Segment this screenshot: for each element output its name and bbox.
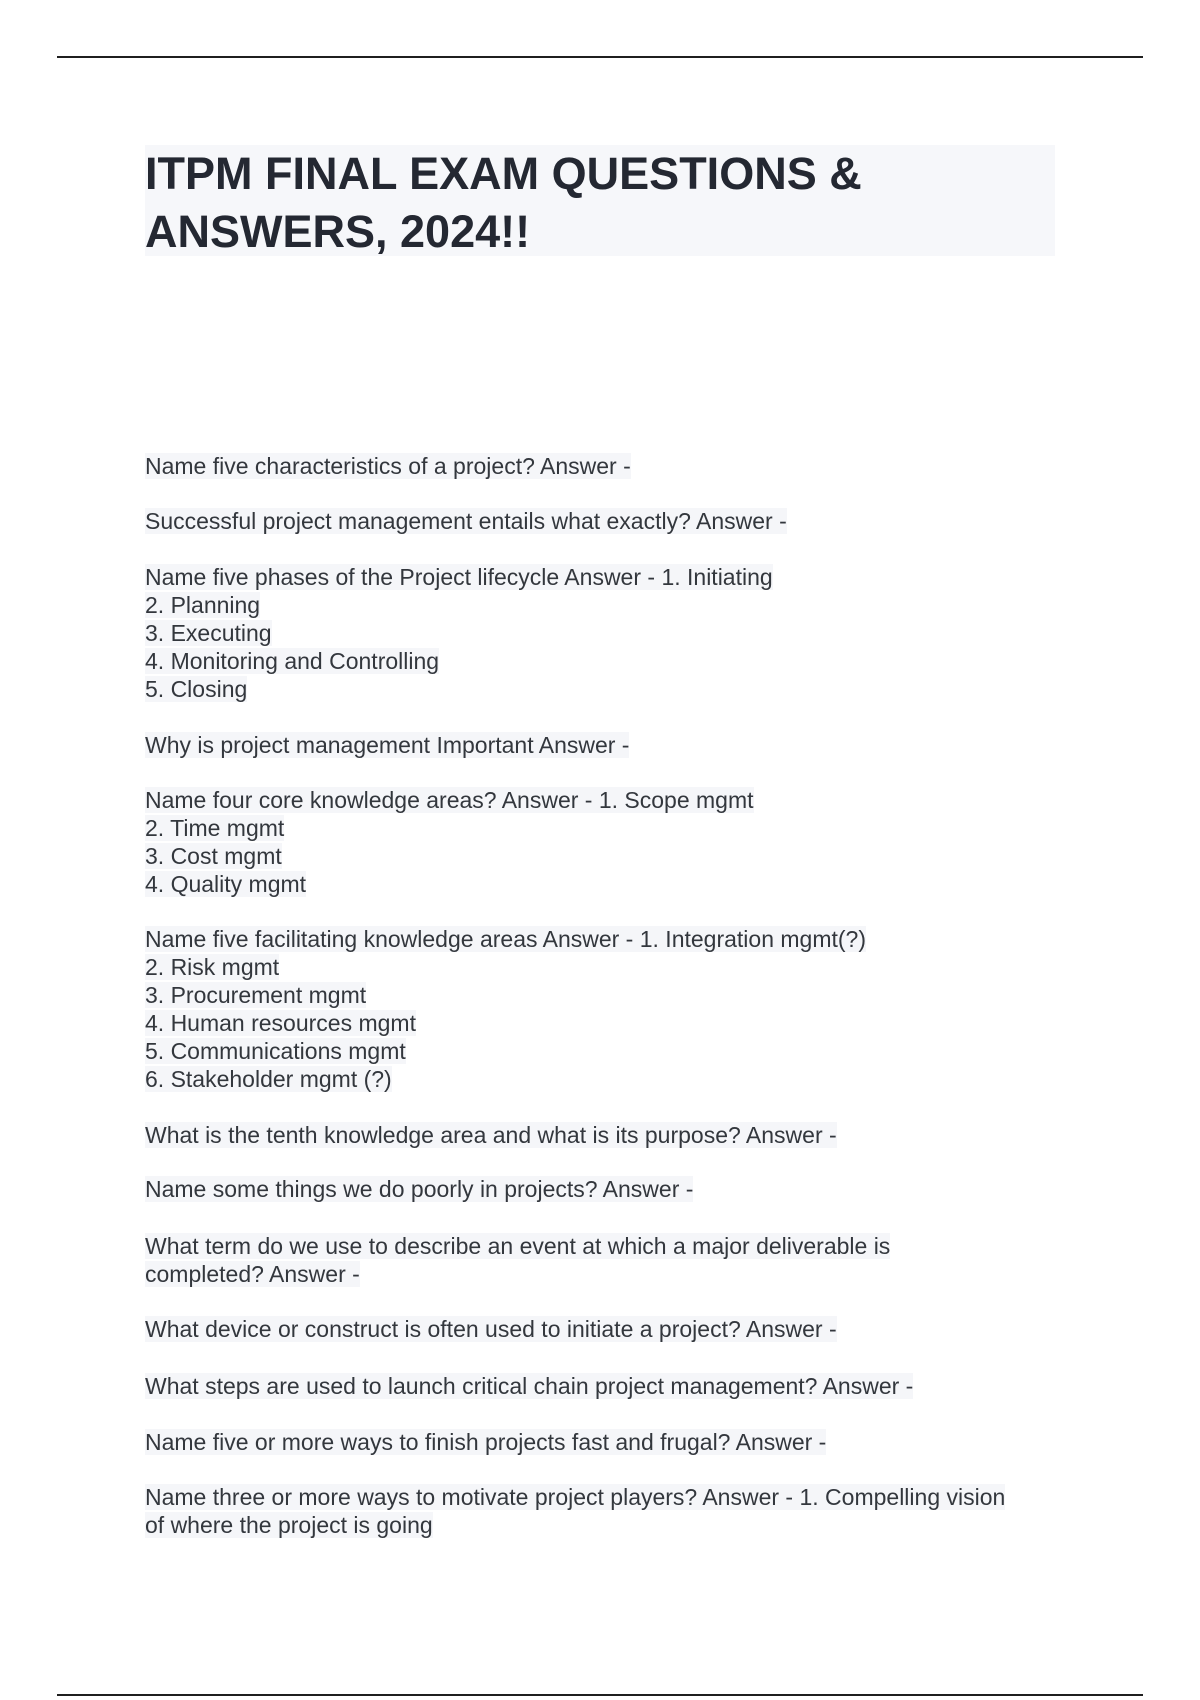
qa-line: Why is project management Important Answer - bbox=[145, 732, 630, 758]
qa-line: completed? Answer - bbox=[145, 1261, 360, 1287]
title-line-1: ITPM FINAL EXAM QUESTIONS & bbox=[145, 148, 862, 199]
qa-line: What is the tenth knowledge area and what is its purpose? Answer - bbox=[145, 1122, 837, 1148]
qa-item-4 bbox=[145, 731, 629, 759]
qa-line: 4. Quality mgmt bbox=[145, 871, 307, 897]
qa-line: Name five or more ways to finish projects fast and frugal? Answer - bbox=[145, 1429, 827, 1455]
qa-item-11 bbox=[145, 1372, 913, 1400]
qa-line: 4. Human resources mgmt bbox=[145, 1010, 416, 1036]
qa-line: Name some things we do poorly in projects? Answer - bbox=[145, 1176, 694, 1202]
qa-item-3 bbox=[145, 563, 773, 703]
qa-item-5 bbox=[145, 786, 754, 898]
top-divider bbox=[57, 56, 1143, 58]
qa-line: What steps are used to launch critical chain project management? Answer - bbox=[145, 1373, 914, 1399]
qa-line: Name three or more ways to motivate project players? Answer - 1. Compelling vision bbox=[145, 1484, 1006, 1510]
document-title bbox=[145, 145, 1055, 256]
qa-line: 6. Stakeholder mgmt (?) bbox=[145, 1066, 392, 1092]
qa-line: of where the project is going bbox=[145, 1512, 433, 1538]
qa-item-1 bbox=[145, 452, 631, 480]
qa-item-6 bbox=[145, 925, 866, 1093]
qa-item-12 bbox=[145, 1428, 826, 1456]
qa-item-7 bbox=[145, 1121, 837, 1149]
qa-line: 2. Planning bbox=[145, 592, 261, 618]
qa-line: 3. Cost mgmt bbox=[145, 843, 282, 869]
qa-line: 3. Executing bbox=[145, 620, 272, 646]
qa-line: What device or construct is often used to initiate a project? Answer - bbox=[145, 1316, 837, 1342]
qa-line: Name four core knowledge areas? Answer - 1. Scope mgmt bbox=[145, 787, 754, 813]
qa-item-10 bbox=[145, 1315, 837, 1343]
qa-item-8 bbox=[145, 1175, 693, 1203]
qa-line: 2. Risk mgmt bbox=[145, 954, 280, 980]
qa-line: 5. Communications mgmt bbox=[145, 1038, 406, 1064]
qa-line: Name five phases of the Project lifecycle Answer - 1. Initiating bbox=[145, 564, 773, 590]
qa-line: What term do we use to describe an event at which a major deliverable is bbox=[145, 1233, 891, 1259]
qa-line: 5. Closing bbox=[145, 676, 248, 702]
bottom-divider bbox=[57, 1694, 1143, 1696]
qa-line: Name five characteristics of a project? Answer - bbox=[145, 453, 631, 479]
qa-item-9 bbox=[145, 1232, 890, 1288]
title-line-2: ANSWERS, 2024!! bbox=[145, 206, 531, 257]
qa-line: 2. Time mgmt bbox=[145, 815, 285, 841]
qa-item-2 bbox=[145, 507, 787, 535]
qa-item-13 bbox=[145, 1483, 1005, 1539]
qa-line: Name five facilitating knowledge areas Answer - 1. Integration mgmt(?) bbox=[145, 926, 866, 952]
qa-line: 3. Procurement mgmt bbox=[145, 982, 367, 1008]
qa-line: Successful project management entails what exactly? Answer - bbox=[145, 508, 787, 534]
qa-line: 4. Monitoring and Controlling bbox=[145, 648, 440, 674]
